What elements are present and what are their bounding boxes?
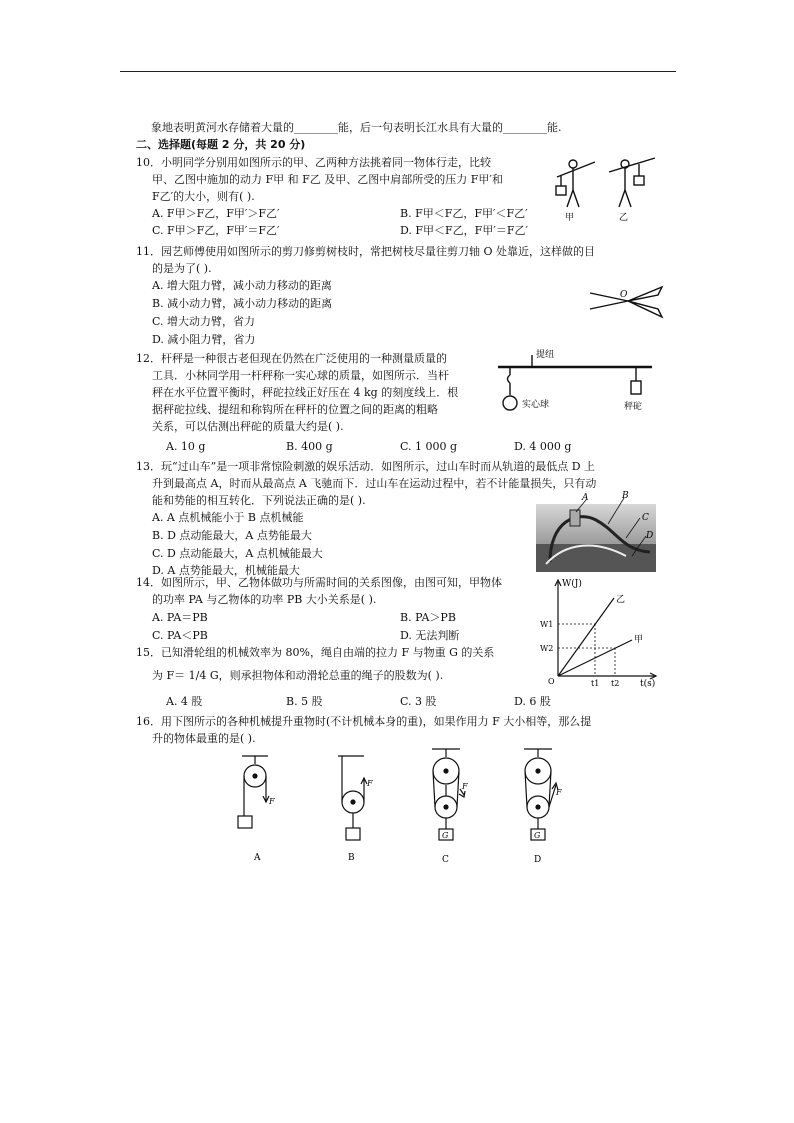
q13-label-b: B (622, 491, 629, 501)
q12-steelyard-figure (498, 345, 658, 425)
q16-line-2: 升的物体最重的是( ). (152, 732, 256, 745)
header-rule (120, 71, 676, 72)
q13-option-c: C. D 点动能最大，A 点机械能最大 (152, 547, 323, 560)
q14-option-b: B. PA＞PB (400, 611, 456, 624)
q11-line-2: 的是为了( ). (152, 262, 212, 275)
q16-caption-d: D (534, 855, 542, 865)
q12-line-1: 12．杆秤是一种很古老但现在仍然在广泛使用的一种测量质量的 (136, 352, 447, 365)
q12-label-tiniu: 提纽 (536, 350, 555, 360)
q14-line-1: 14．如图所示，甲、乙物体做功与所需时间的关系图像，由图可知，甲物体 (136, 576, 502, 589)
q10-option-d: D. F甲＜F乙，F甲′＝F乙′ (400, 224, 528, 237)
q13-option-b: B. D 点动能最大，A 点势能最大 (152, 529, 312, 542)
q10-label-yi: 乙 (619, 213, 629, 223)
q14-label-line-a: 乙 (616, 595, 626, 605)
q14-line-2: 的功率 PA 与乙物体的功率 PB 大小关系是( ). (152, 593, 377, 606)
q16-pulley-c (426, 745, 476, 865)
q12-line-5: 关系，可以估测出秤砣的质量大约是( ). (152, 420, 344, 433)
q13-option-d: D. A 点势能最大，机械能最大 (152, 564, 300, 577)
q14-work-time-graph (536, 576, 666, 689)
q12-option-b: B. 400 g (286, 440, 333, 453)
q15-line-1: 15．已知滑轮组的机械效率为 80%，绳自由端的拉力 F 与物重 G 的关系 (136, 646, 495, 659)
q13-label-a: A (582, 493, 589, 503)
q14-option-d: D. 无法判断 (400, 629, 460, 642)
section-heading: 二、选择题(每题 2 分，共 20 分) (136, 138, 306, 151)
q16-a-force: F (269, 797, 275, 806)
q12-line-2: 工具．小林同学用一杆秤称一实心球的质量，如图所示．当杆 (152, 369, 449, 382)
q10-option-b: B. F甲＜F乙，F甲′＜F乙′ (400, 207, 528, 220)
q10-option-a: A. F甲＞F乙，F甲′＞F乙′ (152, 207, 280, 220)
q12-line-3: 秤在水平位置平衡时，秤砣拉线正好压在 4 kg 的刻度线上．根 (152, 386, 459, 399)
q13-option-a: A. A 点机械能小于 B 点机械能 (152, 511, 304, 524)
q12-line-4: 据秤砣拉线、提纽和称钩所在秤杆的位置之间的距离的粗略 (152, 403, 438, 416)
q11-label-o: O (620, 290, 628, 300)
q11-option-d: D. 减小阻力臂，省力 (152, 333, 256, 346)
q15-option-c: C. 3 股 (400, 695, 437, 708)
q12-label-ball: 实心球 (522, 400, 550, 410)
q15-option-d: D. 6 股 (514, 695, 551, 708)
q16-d-force: F (556, 788, 562, 797)
q13-line-1: 13．玩“过山车”是一项非常惊险刺激的娱乐活动．如图所示，过山车时而从轨道的最低点 D 上 (136, 460, 596, 473)
q10-line-3: F乙′的大小，则有( ). (152, 190, 255, 203)
q13-label-d: D (646, 531, 654, 541)
q16-caption-a: A (254, 853, 261, 863)
q14-option-c: C. PA＜PB (152, 629, 208, 642)
q10-line-2: 甲、乙图中施加的动力 F甲 和 F乙 及甲、乙图中肩部所受的压力 F甲′和 (152, 173, 503, 186)
q15-option-b: B. 5 股 (286, 695, 323, 708)
q10-line-1: 10．小明同学分别用如图所示的甲、乙两种方法挑着同一物体行走，比较 (136, 156, 491, 169)
q13-line-3: 能和势能的相互转化．下列说法正确的是( ). (152, 494, 366, 507)
q14-axis-x: t(s) (640, 679, 656, 689)
q16-pulley-a (236, 752, 286, 862)
q14-label-line-b: 甲 (634, 635, 644, 645)
q15-line-2: 为 F＝ 1/4 G，则承担物体和动滑轮总重的绳子的股数为( ). (152, 669, 444, 682)
q12-option-c: C. 1 000 g (400, 440, 458, 453)
q16-c-force: F (462, 782, 468, 791)
q15-option-a: A. 4 股 (166, 695, 203, 708)
q16-caption-b: B (348, 853, 355, 863)
q16-line-1: 16．用下图所示的各种机械提升重物时(不计机械本身的重)，如果作用力 F 大小相等，那么提 (136, 715, 592, 728)
q10-label-jia: 甲 (565, 213, 575, 223)
q16-pulley-b (334, 752, 384, 862)
q11-scissors-figure (588, 283, 668, 323)
q10-option-c: C. F甲＞F乙，F甲′＝F乙′ (152, 224, 280, 237)
q11-line-1: 11．园艺师傅使用如图所示的剪刀修剪树枝时，常把树枝尽量往剪刀轴 O 处靠近，这样做的目 (136, 245, 596, 258)
q16-pulley-d (518, 745, 568, 865)
q14-label-w2: W2 (540, 644, 554, 653)
q14-label-t2: t2 (611, 679, 620, 688)
q11-option-b: B. 减小动力臂，减小动力移动的距离 (152, 297, 333, 310)
q16-b-force: F (367, 779, 373, 788)
q14-label-origin: O (548, 677, 555, 686)
q14-label-t1: t1 (591, 679, 600, 688)
q14-axis-y: W(J) (562, 579, 582, 589)
q16-c-weight: G (442, 831, 449, 840)
q11-option-a: A. 增大阻力臂，减小动力移动的距离 (152, 279, 332, 292)
q13-line-2: 升到最高点 A，时而从最高点 A 飞驰而下．过山车在运动过程中，若不计能量损失，只有动 (152, 477, 597, 490)
q13-rollercoaster-photo (536, 492, 656, 572)
q14-label-w1: W1 (540, 620, 554, 629)
q12-label-weight: 秤砣 (624, 402, 643, 412)
q14-option-a: A. PA＝PB (152, 611, 208, 624)
intro-line: 象地表明黄河水存储着大量的________能，后一句表明长江水具有大量的________能. (151, 121, 562, 134)
q12-option-d: D. 4 000 g (514, 440, 572, 453)
q10-figure (555, 152, 665, 222)
q16-caption-c: C (442, 855, 449, 865)
q12-option-a: A. 10 g (166, 440, 206, 453)
q16-d-weight: G (534, 831, 541, 840)
q13-label-c: C (642, 513, 649, 523)
q11-option-c: C. 增大动力臂，省力 (152, 315, 256, 328)
